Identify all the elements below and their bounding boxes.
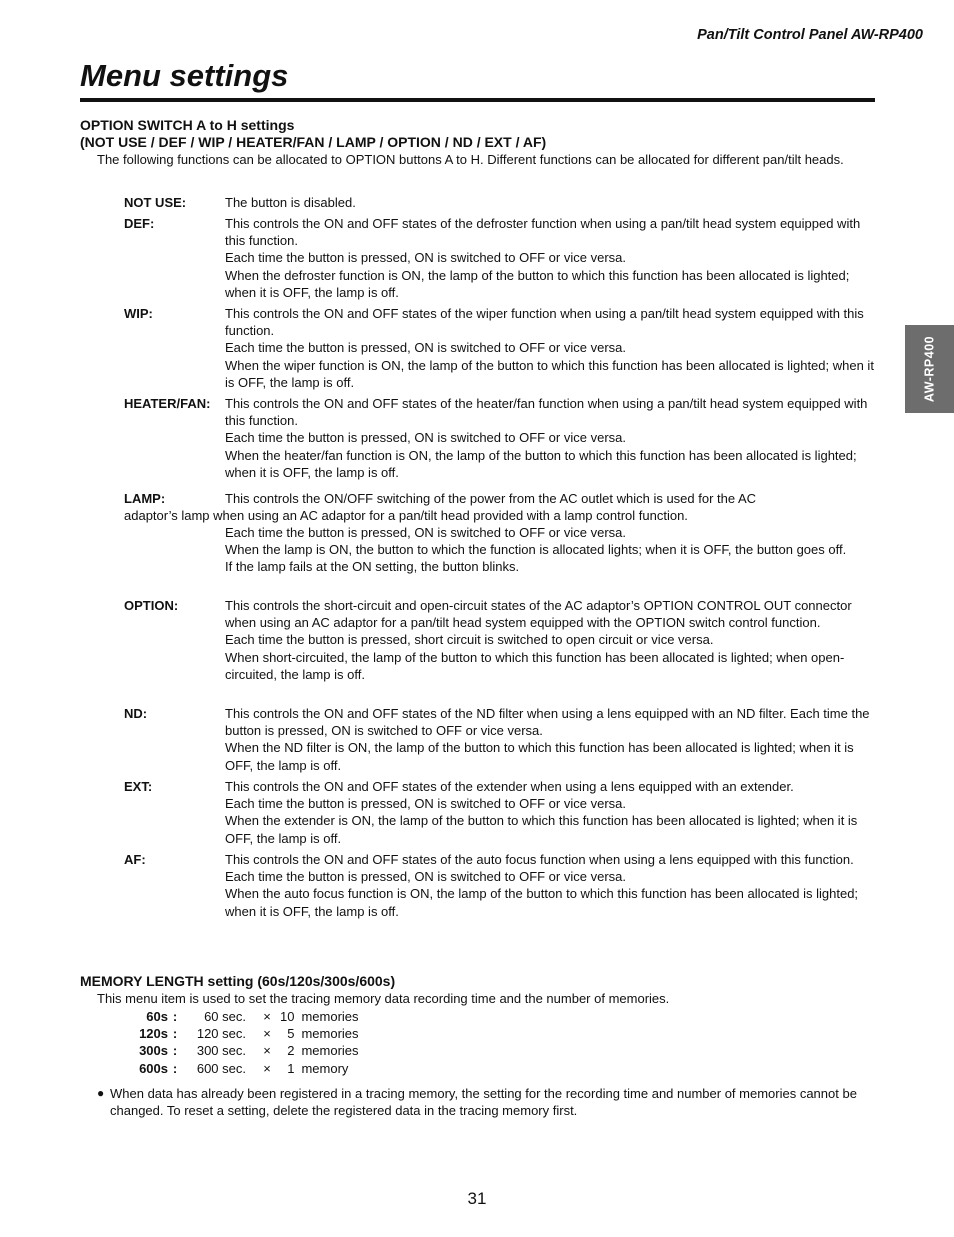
memory-count: 1 [287, 1060, 295, 1076]
colon: : [172, 1026, 178, 1042]
running-header: Pan/Tilt Control Panel AW-RP400 [697, 27, 923, 43]
page-number: 31 [467, 1189, 487, 1208]
times-symbol: × [263, 1043, 271, 1059]
term-nd: ND: [124, 706, 148, 721]
description-line: Each time the button is pressed, short circuit is switched to open circuit or vice versa. [225, 632, 714, 648]
description-ext [225, 778, 879, 847]
memory-count: 2 [287, 1043, 295, 1059]
description-line: When the ND filter is ON, the lamp of the button to which this function has been allocated is lighted; when it is OFF, the lamp is off. [225, 740, 854, 773]
description-heater-fan [225, 395, 879, 481]
option-section-intro: The following functions can be allocated to OPTION buttons A to H. Different functions can be allocated for different pan/tilt heads. [97, 152, 844, 167]
description-line: When the wiper function is ON, the lamp of the button to which this function has been allocated is lighted; when it is OFF, the lamp is off. [225, 357, 874, 390]
term-af: AF: [124, 852, 146, 867]
term-heater-fan: HEATER/FAN: [124, 396, 211, 411]
description-line: When the defroster function is ON, the lamp of the button to which this function has been allocated is lighted; when it is OFF, the lamp is off. [225, 267, 850, 300]
memory-length-label: 300s [139, 1043, 168, 1059]
term-not-use: NOT USE: [124, 195, 187, 210]
description-not-use [225, 194, 879, 211]
recording-time: 600 sec. [196, 1060, 246, 1076]
term-lamp: LAMP: [124, 491, 166, 506]
memory-unit: memories [301, 1026, 359, 1042]
option-section-subheading: (NOT USE / DEF / WIP / HEATER/FAN / LAMP / OPTION / ND / EXT / AF) [80, 134, 547, 150]
memory-note-text: When data has already been registered in a tracing memory, the setting for the recording time and number of memories cannot be changed. To reset a setting, delete the registered data in the tracing memory first. [110, 1086, 857, 1119]
description-line: This controls the ON and OFF states of the wiper function when using a pan/tilt head system equipped with this function. [225, 306, 864, 339]
term-def: DEF: [124, 216, 155, 231]
term-wip: WIP: [124, 306, 153, 321]
times-symbol: × [263, 1009, 271, 1024]
colon: : [172, 1009, 178, 1024]
description-line: This controls the ON and OFF states of the extender when using a lens equipped with an extender. [225, 779, 794, 794]
description-line: When the extender is ON, the lamp of the button to which this function has been allocated is lighted; when it is OFF, the lamp is off. [225, 813, 858, 846]
page-title: Menu settings [80, 58, 289, 93]
memory-length-label: 60s [146, 1009, 168, 1024]
memory-unit: memories [301, 1043, 359, 1059]
term-option: OPTION: [124, 598, 179, 613]
recording-time: 120 sec. [196, 1026, 246, 1042]
description-lamp-continued [225, 524, 879, 576]
description-line: When the auto focus function is ON, the lamp of the button to which this function has been allocated is lighted; when it is OFF, the lamp is off. [225, 886, 859, 919]
colon: : [172, 1043, 178, 1059]
description-line: When short-circuited, the lamp of the button to which this function has been allocated is lighted; when open-circuited, the lamp is off. [225, 649, 845, 682]
times-symbol: × [263, 1026, 271, 1042]
title-rule [80, 98, 875, 102]
colon: : [172, 1060, 178, 1076]
memory-section-heading: MEMORY LENGTH setting (60s/120s/300s/600s) [80, 973, 396, 989]
description-line: This controls the short-circuit and open-circuit states of the AC adaptor’s OPTION CONTROL OUT connector when using an AC adaptor for a pan/tilt head system equipped with the OPTION switch control function. [225, 598, 852, 631]
description-line: If the lamp fails at the ON setting, the button blinks. [225, 559, 520, 575]
description-line: Each time the button is pressed, ON is switched to OFF or vice versa. [225, 250, 626, 266]
description-line: Each time the button is pressed, ON is switched to OFF or vice versa. [225, 340, 626, 356]
memory-note [97, 1085, 867, 1119]
description-line: This controls the ON and OFF states of the defroster function when using a pan/tilt head system equipped with this function. [225, 216, 861, 249]
table-row [120, 1060, 359, 1077]
description-line: When the lamp is ON, the button to which the function is allocated lights; when it is OFF, the button goes off. [225, 542, 847, 558]
description-line: This controls the ON and OFF states of the ND filter when using a lens equipped with an ND filter. Each time the button is pressed, ON is switched to OFF or vice versa. [225, 706, 870, 739]
description-line: Each time the button is pressed, ON is switched to OFF or vice versa. [225, 430, 626, 446]
memory-section-intro: This menu item is used to set the tracing memory data recording time and the number of memories. [97, 991, 670, 1006]
times-symbol: × [263, 1060, 271, 1076]
table-row [120, 1008, 359, 1025]
description-line: This controls the ON and OFF states of the auto focus function when using a lens equipped with this function. [225, 852, 854, 867]
memory-count: 5 [287, 1026, 295, 1042]
side-tab-label: AW-RP400 [921, 335, 936, 403]
description-line: When the heater/fan function is ON, the lamp of the button to which this function has been allocated is lighted; when it is OFF, the lamp is off. [225, 447, 857, 480]
description-nd [225, 705, 879, 774]
description-line: Each time the button is pressed, ON is switched to OFF or vice versa. [225, 869, 626, 885]
side-tab [905, 325, 954, 413]
bullet-icon: ● [97, 1086, 105, 1100]
description-line: This controls the ON/OFF switching of the power from the AC outlet which is used for the AC adaptor’s lamp when using an AC adaptor for a pan/tilt head provided with a lamp control function. [124, 491, 757, 524]
memory-length-table [120, 1008, 359, 1077]
description-wip [225, 305, 879, 391]
description-line: Each time the button is pressed, ON is switched to OFF or vice versa. [225, 525, 626, 540]
description-lamp [124, 490, 778, 524]
description-line: Each time the button is pressed, ON is switched to OFF or vice versa. [225, 796, 626, 812]
description-line: This controls the ON and OFF states of the heater/fan function when using a pan/tilt head system equipped with this function. [225, 396, 868, 429]
memory-unit: memories [301, 1009, 359, 1024]
memory-count: 10 [280, 1009, 295, 1024]
option-section-heading: OPTION SWITCH A to H settings [80, 117, 295, 133]
table-row [120, 1042, 359, 1059]
description-option [225, 597, 879, 683]
description-line: The button is disabled. [225, 195, 356, 210]
description-def [225, 215, 879, 301]
recording-time: 60 sec. [204, 1009, 246, 1024]
description-af [225, 851, 879, 920]
table-row [120, 1025, 359, 1042]
memory-unit: memory [301, 1060, 349, 1076]
recording-time: 300 sec. [196, 1043, 246, 1059]
memory-length-label: 120s [139, 1026, 168, 1042]
term-ext: EXT: [124, 779, 153, 794]
memory-length-label: 600s [139, 1060, 168, 1076]
